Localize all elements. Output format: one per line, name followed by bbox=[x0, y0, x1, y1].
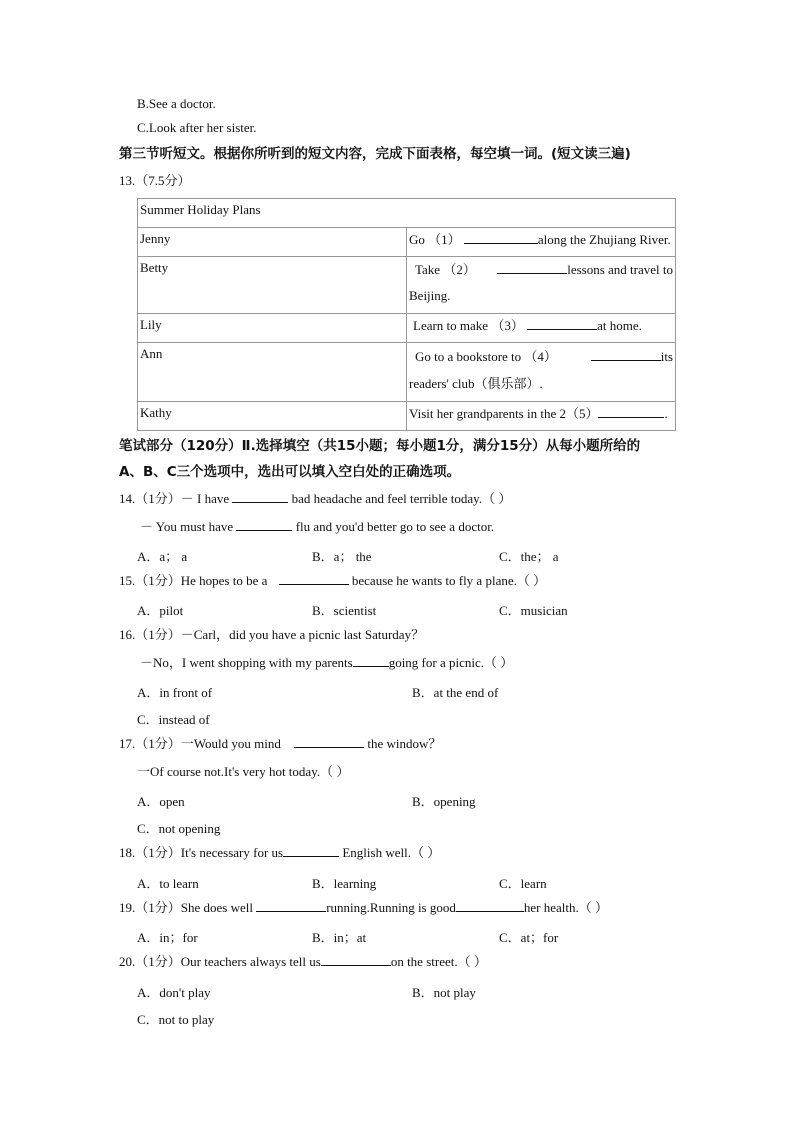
row-plan-post: at home. bbox=[597, 318, 642, 333]
q15-option-a[interactable]: A．pilot bbox=[137, 603, 184, 618]
q16-option-a[interactable]: A．in front of bbox=[137, 685, 213, 700]
q15-option-c[interactable]: C．musician bbox=[499, 603, 568, 618]
q20-blank[interactable] bbox=[321, 953, 391, 966]
row-plan-line2: Beijing. bbox=[409, 288, 451, 303]
q15-option-b[interactable]: B．scientist bbox=[312, 603, 377, 618]
answer-blank-2[interactable] bbox=[497, 261, 567, 274]
q19-option-c[interactable]: C．at；for bbox=[499, 930, 559, 945]
q15-stem: 15.（1分）He hopes to be a because he wants to fly a plane.（ ） bbox=[119, 573, 547, 588]
q19-blank-2[interactable] bbox=[456, 899, 524, 912]
row-plan bbox=[407, 228, 676, 257]
row-plan-post: . bbox=[664, 406, 668, 421]
q14-option-a[interactable]: A．a； a bbox=[137, 549, 188, 564]
q17-option-c[interactable]: C．not opening bbox=[137, 821, 221, 836]
q17-option-a[interactable]: A．open bbox=[137, 794, 185, 809]
q20-option-a[interactable]: A．don't play bbox=[137, 985, 211, 1000]
row-plan bbox=[407, 402, 676, 431]
q14-option-c[interactable]: C．the； a bbox=[499, 549, 559, 564]
answer-blank-1[interactable] bbox=[464, 231, 538, 244]
row-plan-pre: Learn to make （3） bbox=[413, 318, 524, 333]
q18-blank[interactable] bbox=[283, 844, 339, 857]
row-plan-pre: Go to a bookstore to （4） bbox=[415, 349, 557, 364]
q19-option-a[interactable]: A．in；for bbox=[137, 930, 198, 945]
q20-option-c[interactable]: C．not to play bbox=[137, 1012, 215, 1027]
q16-blank[interactable] bbox=[353, 654, 389, 667]
q19-stem: 19.（1分）She does well running.Running is good her health.（ ） bbox=[119, 900, 608, 915]
row-name: Kathy bbox=[138, 402, 407, 431]
answer-blank-3[interactable] bbox=[527, 317, 597, 330]
q17-stem-2: 一Of course not.It's very hot today.（ ） bbox=[137, 764, 350, 779]
q17-blank[interactable] bbox=[294, 735, 364, 748]
section3-heading: 第三节听短文。根据你所听到的短文内容，完成下面表格，每空填一词。(短文读三遍) bbox=[119, 146, 631, 162]
q15-blank[interactable] bbox=[279, 572, 349, 585]
row-plan bbox=[407, 343, 676, 402]
q18-option-c[interactable]: C．learn bbox=[499, 876, 547, 891]
written-heading-line1: 笔试部分（120分）Ⅱ.选择填空（共15小题；每小题1分，满分15分）从每小题所给的 bbox=[119, 438, 641, 454]
row-plan-post: lessons and travel to bbox=[567, 262, 673, 277]
q14-blank-2[interactable] bbox=[236, 518, 292, 531]
q18-option-a[interactable]: A．to learn bbox=[137, 876, 199, 891]
row-plan bbox=[407, 314, 676, 343]
q16-stem-2: －No，I went shopping with my parents going for a picnic.（ ） bbox=[140, 655, 514, 670]
q20-option-b[interactable]: B．not play bbox=[412, 985, 476, 1000]
q17-stem: 17.（1分）一Would you mind the window？ bbox=[119, 736, 442, 751]
q13-number: 13.（7.5分） bbox=[119, 173, 191, 188]
prev-option-c: C.Look after her sister. bbox=[137, 120, 257, 135]
row-plan-pre: Go （1） bbox=[409, 232, 461, 247]
row-plan-post: its bbox=[660, 349, 673, 364]
q14-option-b[interactable]: B．a； the bbox=[312, 549, 372, 564]
q14-stem: 14.（1分）－ I have bad headache and feel terrible today.（ ） bbox=[119, 491, 512, 506]
q14-stem-2: － You must have flu and you'd better go to see a doctor. bbox=[140, 519, 495, 534]
q16-stem: 16.（1分）－Carl，did you have a picnic last Saturday？ bbox=[119, 627, 425, 642]
answer-blank-4[interactable] bbox=[591, 348, 661, 361]
row-plan-pre: Visit her grandparents in the 2（5） bbox=[409, 406, 599, 421]
q19-blank-1[interactable] bbox=[256, 899, 326, 912]
answer-blank-5[interactable] bbox=[598, 405, 664, 418]
q17-option-b[interactable]: B．opening bbox=[412, 794, 476, 809]
q16-option-b[interactable]: B．at the end of bbox=[412, 685, 499, 700]
written-heading-line2: A、B、C三个选项中，选出可以填入空白处的正确选项。 bbox=[119, 464, 461, 480]
q18-stem: 18.（1分）It's necessary for us English well.（ ） bbox=[119, 845, 441, 860]
row-name: Ann bbox=[138, 343, 407, 402]
row-plan-line2: readers' club（俱乐部）. bbox=[409, 376, 543, 391]
q18-option-b[interactable]: B．learning bbox=[312, 876, 377, 891]
table-title: Summer Holiday Plans bbox=[138, 199, 676, 228]
row-plan-pre: Take （2） bbox=[415, 262, 476, 277]
q16-option-c[interactable]: C．instead of bbox=[137, 712, 210, 727]
row-plan-post: along the Zhujiang River. bbox=[537, 232, 671, 247]
summer-plans-table bbox=[137, 198, 676, 431]
row-name: Jenny bbox=[138, 228, 407, 257]
q20-stem: 20.（1分）Our teachers always tell us on the street.（ ） bbox=[119, 954, 487, 969]
row-name: Lily bbox=[138, 314, 407, 343]
q19-option-b[interactable]: B．in；at bbox=[312, 930, 367, 945]
row-name: Betty bbox=[138, 257, 407, 314]
row-plan bbox=[407, 257, 676, 314]
q14-blank-1[interactable] bbox=[232, 490, 288, 503]
prev-option-b: B.See a doctor. bbox=[137, 96, 216, 111]
